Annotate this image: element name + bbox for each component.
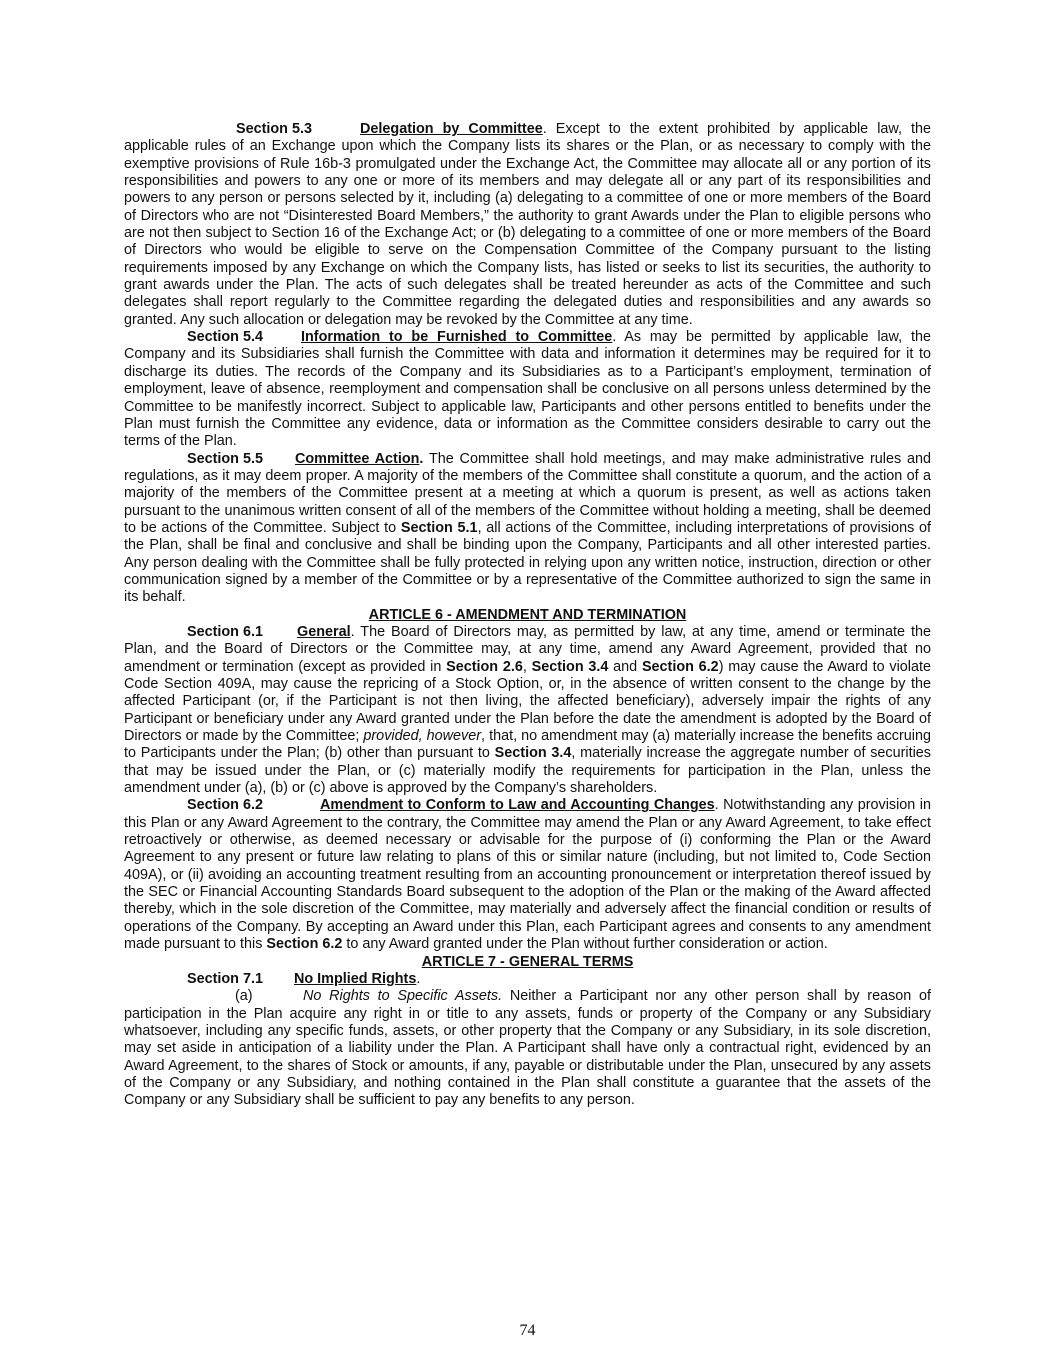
section-number: Section 5.3 xyxy=(236,121,312,137)
section-number: Section 6.1 xyxy=(187,623,263,640)
section-5-3 xyxy=(124,121,931,329)
section-title: General xyxy=(297,623,351,640)
section-title: Information to be Furnished to Committee xyxy=(301,329,613,346)
section-text: Neither a Participant nor any other person shall by reason of participation in the Plan acquire any right in or title to any assets, funds or property of the Company or any Subsidiary whatsoever, including any specific funds, assets, or other property that the Company or any Subsidiary, in its sole discretion, may set aside in anticipation of a liability under the Plan. A Participant shall have only a contractual right, evidenced by an Award Agreement, to the shares of Stock or amounts, if any, payable or distributable under the Plan, unsecured by any assets of the Company or any Subsidiary, and nothing contained in the Plan shall constitute a guarantee that the assets of the Company or any Subsidiary shall be sufficient to pay any benefits to any person. xyxy=(124,988,932,1109)
section-7-1 xyxy=(124,971,931,988)
subsection-label: (a) xyxy=(235,988,253,1005)
period: . xyxy=(419,450,424,467)
section-text: , materially increase the aggregate number of securities that may be issued under the Plan, or (c) materially modify the requirements for participation in the Plan, unless the amendment under (a), (b) or (c) above is approved by the Company’s shareholders. xyxy=(124,745,931,797)
section-text: . As may be permitted by applicable law, the Company and its Subsidiaries shall furnish the Committee with data and information it determines may be required for it to discharge its duties. The records of the Company and its Subsidiaries as to a Participant’s employment, termination of employment, leave of absence, reemployment and compensation shall be conclusive on all persons unless determined by the Committee to be manifestly incorrect. Subject to applicable law, Participants and other persons entitled to benefits under the Plan must furnish the Committee any evidence, data or information as the Committee considers desirable to carry out the terms of the Plan. xyxy=(124,329,931,450)
section-text: The Committee shall hold meetings, and may make administrative rules and regulations, as it may deem proper. A majority of the members of the Committee shall constitute a quorum, and the action of a majority of the members of the Committee present at a meeting at which a quorum is present, as well as actions taken pursuant to the unanimous written consent of all of the members of the Committee without holding a meeting, shall be deemed to be actions of the Committee. Subject to xyxy=(124,450,931,536)
section-reference: Section 6.2 xyxy=(641,658,719,675)
section-reference: Section 6.2 xyxy=(266,936,343,953)
section-number: Section 7.1 xyxy=(187,970,263,987)
page-number: 74 xyxy=(519,1322,536,1339)
subsection-title: No Rights to Specific Assets. xyxy=(303,988,503,1005)
section-title: Committee Action xyxy=(295,450,420,467)
section-text: . The Board of Directors may, as permitted by law, at any time, amend or terminate the Plan, and the Board of Directors or the Committee may, at any time, amend any Award Agreement, provided that no amendment or termination (except as provided in xyxy=(124,623,931,675)
section-text: . Notwithstanding any provision in this Plan or any Award Agreement to the contrary, the Committee may amend the Plan or any Award Agreement, to take effect retroactively or otherwise, as deemed necessary or advisable for the purpose of (i) conforming the Plan or the Award Agreement to any present or future law relating to plans of this or similar nature (including, but not limited to, Code Section 409A), or (ii) avoiding an accounting treatment resulting from an accounting pronouncement or interpretation thereof issued by the SEC or Financial Accounting Standards Board subsequent to the adoption of the Plan or the making of the Award affected thereby, which in the sole discretion of the Committee, may materially and adversely affect the financial condition or results of operations of the Company. By accepting an Award under this Plan, each Participant agrees and consents to any amendment made pursuant to this xyxy=(124,797,931,953)
section-text: to any Award granted under the Plan without further consideration or action. xyxy=(342,936,828,953)
section-reference: Section 5.1 xyxy=(400,519,478,536)
section-text: , all actions of the Committee, including interpretations of provisions of the Plan, shall be final and conclusive and shall be binding upon the Company, Participants and all other interested parties. Any person dealing with the Committee shall be fully protected in relying upon any written notice, instruction, direction or other communication signed by a member of the Committee or by a representative of the Committee authorized to sign the same in its behalf. xyxy=(124,519,932,606)
section-text: , that, no amendment may (a) materially increase the benefits accruing to Participants under the Plan; (b) other than pursuant to xyxy=(124,728,931,762)
section-text: , xyxy=(522,658,532,675)
section-reference: Section 3.4 xyxy=(531,658,609,675)
section-5-5 xyxy=(124,451,931,607)
section-6-1 xyxy=(124,624,931,797)
article-6-heading: ARTICLE 6 - AMENDMENT AND TERMINATION xyxy=(368,606,687,623)
section-title: Delegation by Committee xyxy=(360,121,543,137)
section-5-4 xyxy=(124,329,931,450)
section-number: Section 6.2 xyxy=(187,797,263,814)
section-text: . Except to the extent prohibited by applicable law, the applicable rules of an Exchange upon which the Company lists its shares or the Plan, or as necessary to comply with the exemptive provisions of Rule 16b-3 promulgated under the Exchange Act, the Committee may allocate all or any portion of its responsibilities and powers to any one or more of its members and may delegate all or any part of its responsibilities and powers to any person or persons selected by it, including (a) delegating to a committee of one or more members of the Board of Directors who are not “Disinterested Board Members,” the authority to grant Awards under the Plan to eligible persons who are not then subject to Section 16 of the Exchange Act; or (b) delegating to a committee of one or more members of the Board of Directors who would be eligible to serve on the Compensation Committee of the Company pursuant to the listing requirements imposed by any Exchange on which the Company lists, has listed or seeks to list its securities, the authority to grant awards under the Plan. The acts of such delegates shall be treated hereunder as acts of the Committee and such delegates shall report regularly to the Committee regarding the delegated duties and responsibilities and any awards so granted. Any such allocation or delegation may be revoked by the Committee at any time. xyxy=(124,121,931,328)
section-number: Section 5.4 xyxy=(187,329,263,346)
section-reference: Section 2.6 xyxy=(446,658,523,675)
article-7-heading: ARTICLE 7 - GENERAL TERMS xyxy=(421,953,634,970)
section-text: and xyxy=(608,658,642,675)
section-title: No Implied Rights xyxy=(294,970,417,987)
section-7-1-a xyxy=(124,988,931,1109)
period: . xyxy=(416,970,421,987)
italic-text: provided, however xyxy=(363,728,482,745)
section-text: ) may cause the Award to violate Code Section 409A, may cause the repricing of a Stock Option, or, in the absence of written consent to the change by the affected Participant (or, if the Participant is not then living, the affected beneficiary), adversely impair the rights of any Participant or beneficiary under any Award granted under the Plan before the date the amendment is adopted by the Board of Directors or made by the Committee; xyxy=(124,658,931,745)
document-page xyxy=(124,121,931,1110)
section-6-2 xyxy=(124,797,931,953)
section-number: Section 5.5 xyxy=(187,450,263,467)
section-title: Amendment to Conform to Law and Accounting Changes xyxy=(320,797,715,814)
section-reference: Section 3.4 xyxy=(494,745,572,762)
